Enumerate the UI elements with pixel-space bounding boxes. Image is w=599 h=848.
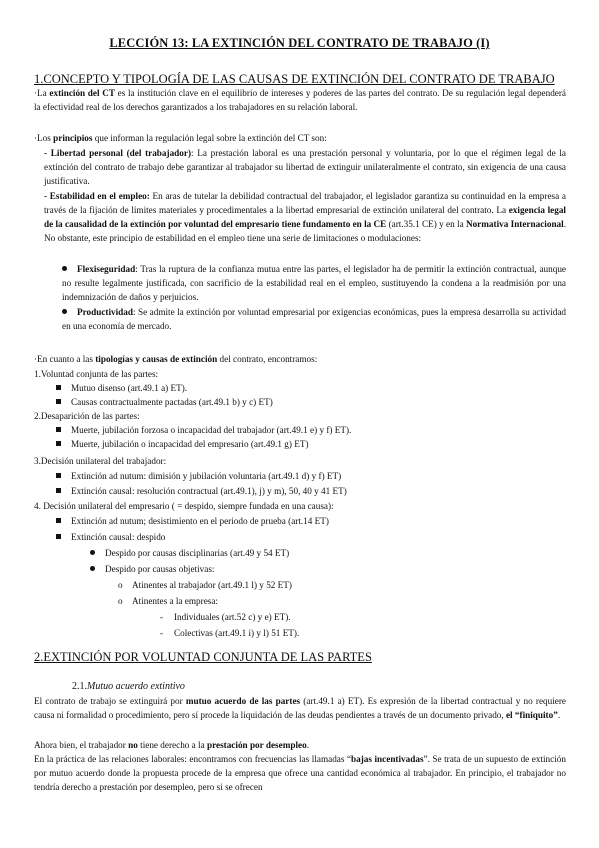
bullet-icon [62, 266, 67, 271]
list-item-text: Despido por causas disciplinarias (art.49 y 54 ET) [105, 548, 290, 558]
subsection-heading [72, 681, 185, 692]
text: Ahora bien, el trabajador [34, 740, 129, 750]
mutuo-acuerdo-paragraph [34, 694, 566, 722]
text: es la institución clave en el equilibrio de intereses y poderes de las partes del contrato. De su regulación legal dependerá la efectividad real de los derechos garantizados a los trabajadores en su relación laboral. [34, 88, 567, 112]
text: En aras de tutelar la debilidad contractual del trabajador, el legislador garantiza su continuidad en la empresa a través de la fijación de límites materiales y procedimentales a la libertad empresarial de extinción unilateral del contrato. La [44, 191, 566, 215]
term: exigencia legal de la causalidad de la extinción por voluntad del empresario tiene fundamento en la CE [44, 205, 566, 229]
list-item [118, 579, 292, 591]
list-group-heading: 4. Decisión unilateral del empresario ( = despido, siempre fundada en una causa): [34, 501, 334, 511]
text: ”. Se trata de un supuesto de extinción por mutuo acuerdo donde la propuesta procede de la empresa que ofrece una cantidad económica al trabajador. En principio, el trabajador no tendría derecho a prestación por desempleo, pero si se ofrecen [34, 754, 566, 792]
square-bullet-icon [56, 441, 61, 446]
list-item [160, 627, 299, 639]
square-bullet-icon [56, 427, 61, 432]
subsection-number: 2.1. [72, 681, 87, 692]
list-group-heading: 2.Desaparición de las partes: [34, 411, 140, 421]
list-item-text: Mutuo disenso (art.49.1 a) ET). [71, 383, 188, 393]
text: ·La [34, 88, 50, 98]
list-item-text: Extinción causal: despido [71, 532, 166, 542]
square-bullet-icon [56, 534, 61, 539]
term: tipologías y causas de extinción [95, 354, 218, 364]
section-1-heading: 1.CONCEPTO Y TIPOLOGÍA DE LAS CAUSAS DE EXTINCIÓN DEL CONTRATO DE TRABAJO [34, 72, 555, 86]
tipologias-intro [34, 353, 317, 365]
bullet-icon [90, 550, 95, 555]
list-item-text: Atinentes al trabajador (art.49.1 l) y 52 ET) [132, 580, 292, 590]
term: extinción del CT [49, 88, 115, 98]
text: (art.35.1 CE) y en la [386, 219, 466, 229]
circle-bullet-icon: o [118, 580, 123, 590]
dash-bullet-icon: - [160, 628, 164, 638]
term: - Libertad personal (del trabajador) [44, 148, 192, 158]
list-item [56, 438, 309, 450]
list-item [56, 396, 273, 408]
text: : Se admite la extinción por voluntad empresarial por exigencias económicas, pues la empresa desarrolla su actividad en una economía de mercado. [62, 307, 566, 331]
list-item-text: Muerte, jubilación forzosa o incapacidad del trabajador (art.49.1 e) y f) ET). [71, 425, 352, 435]
page-title: LECCIÓN 13: LA EXTINCIÓN DEL CONTRATO DE TRABAJO (I) [109, 36, 490, 50]
list-item [118, 595, 218, 607]
list-item [160, 611, 291, 623]
term: Normativa Internacional [465, 219, 564, 229]
list-group-heading: 1.Voluntad conjunta de las partes: [34, 369, 159, 379]
productividad-item [62, 305, 566, 333]
square-bullet-icon [56, 399, 61, 404]
list-item-text: Causas contractualmente pactadas (art.49.1 b) y c) ET) [71, 397, 273, 407]
text: que informan la regulación legal sobre la extinción del CT son: [92, 133, 327, 143]
text: : La prestación laboral es una prestación personal y voluntaria, por lo que el régimen legal de la extinción del contrato de trabajo debe garantizar al trabajador su libertad de extinguir unilateralmente el contrato, sin exigencia de una causa justificativa. [44, 148, 566, 186]
list-item [56, 485, 347, 497]
text: ·Los [34, 133, 54, 143]
list-item-text: Colectivas (art.49.1 i) y l) 51 ET). [174, 628, 300, 638]
term: bajas incentivadas [351, 754, 424, 764]
list-item-text: Individuales (art.52 c) y e) ET). [174, 612, 291, 622]
text: ·En cuanto a las [34, 354, 96, 364]
dash-bullet-icon: - [160, 612, 164, 622]
square-bullet-icon [56, 473, 61, 478]
term: - Estabilidad en el empleo: [44, 191, 150, 201]
list-item [56, 515, 329, 527]
intro-paragraph [34, 86, 566, 114]
list-item [56, 470, 341, 482]
text: El contrato de trabajo se extinguirá por [34, 696, 186, 706]
bullet-icon [90, 566, 95, 571]
list-group-heading: 3.Decisión unilateral del trabajador: [34, 456, 167, 466]
bajas-incentivadas-paragraph [34, 752, 566, 794]
principios-paragraph [34, 131, 566, 145]
square-bullet-icon [56, 518, 61, 523]
list-item [56, 424, 351, 436]
list-item-text: Despido por causas objetivas: [105, 564, 215, 574]
list-item [56, 382, 187, 394]
term: principios [53, 133, 93, 143]
libertad-paragraph [44, 146, 566, 188]
text: del contrato, encontramos: [217, 354, 318, 364]
term: prestación por desempleo [206, 740, 307, 750]
term: no [128, 740, 138, 750]
list-item-text: Extinción ad nutum: dimisión y jubilación voluntaria (art.49.1 d) y f) ET) [71, 471, 342, 481]
text: En la práctica de las relaciones laborales: encontramos con frecuencias las llamadas “ [34, 754, 352, 764]
list-item-text: Atinentes a la empresa: [132, 596, 218, 606]
square-bullet-icon [56, 385, 61, 390]
list-item-text: Extinción ad nutum; desistimiento en el periodo de prueba (art.14 ET) [71, 516, 329, 526]
list-item [90, 547, 289, 559]
square-bullet-icon [56, 488, 61, 493]
text: tiene derecho a la [137, 740, 207, 750]
text: : Tras la ruptura de la confianza mutua entre las partes, el legislador ha de permitir la extinción contractual, aunque no resulte legalmente justificada, con sacrificio de la estabilidad real en el empleo, sustituyendo la condena a la readmisión por una indemnización de daños y perjuicios. [62, 264, 566, 302]
text: . [557, 710, 561, 720]
list-item [90, 563, 214, 575]
term: mutuo acuerdo de las partes [185, 696, 301, 706]
text: . No obstante, este principio de estabilidad en el empleo tiene una serie de limitaciones o modulaciones: [44, 219, 566, 243]
term: Flexiseguridad [77, 264, 136, 274]
section-2-heading: 2.EXTINCIÓN POR VOLUNTAD CONJUNTA DE LAS PARTES [34, 650, 372, 664]
text: (art.49.1 a) ET). Es expresión de la libertad contractual y no requiere causa ni formalidad o procedimiento, pero sí procede la liquidación de las deudas pendientes a través de un documento privado, [34, 696, 566, 720]
list-item [56, 531, 165, 543]
list-item-text: Muerte, jubilación o incapacidad del empresario (art.49.1 g) ET) [71, 439, 309, 449]
subsection-title: Mutuo acuerdo extintivo [87, 681, 185, 692]
estabilidad-paragraph [44, 189, 566, 245]
text: . [306, 740, 309, 750]
circle-bullet-icon: o [118, 596, 123, 606]
list-item-text: Extinción causal: resolución contractual (art.49.1), j) y m), 50, 40 y 41 ET) [71, 486, 347, 496]
flexiseguridad-item [62, 262, 566, 304]
desempleo-paragraph [34, 738, 566, 752]
term: Productividad [77, 307, 133, 317]
term: el “finiquito” [505, 710, 558, 720]
bullet-icon [62, 309, 67, 314]
